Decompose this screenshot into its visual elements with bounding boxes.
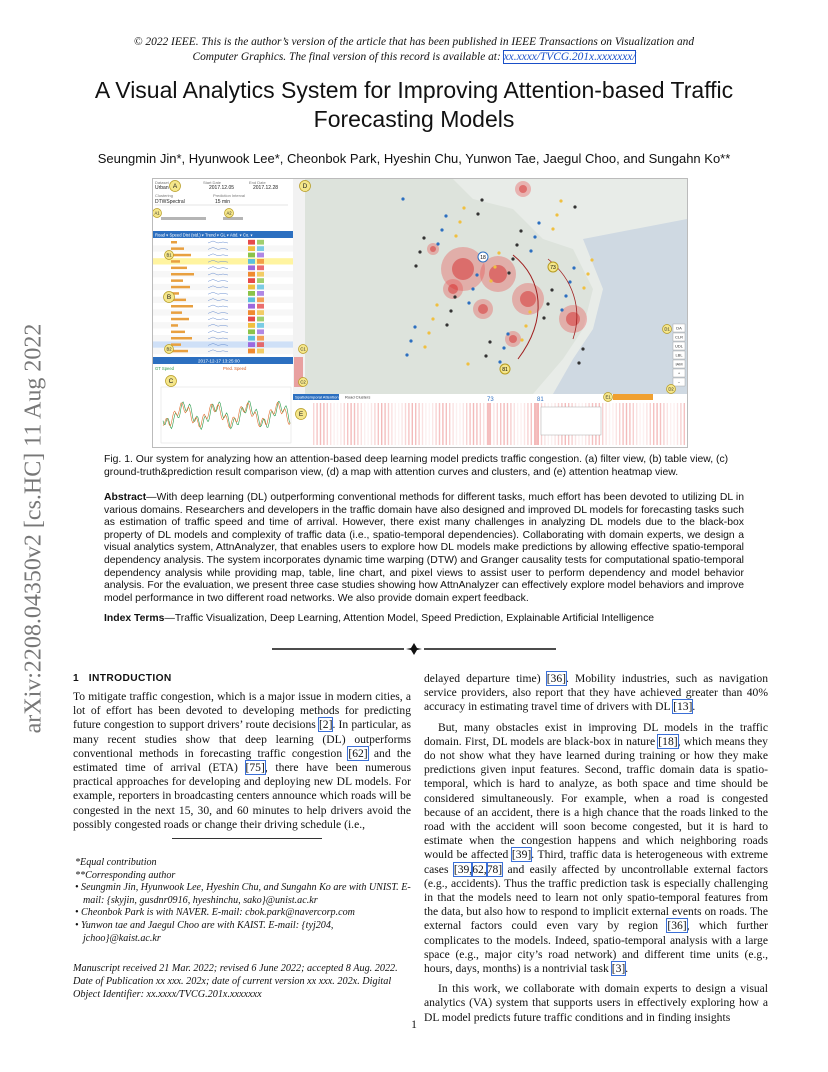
footnote-unist: • Seungmin Jin, Hyunwook Lee, Hyeshin Chu, and Sungahn Ko are with UNIST. E-mail: {skyjin, gusdnr0916, hyeshinchu, sako}@unist.ac.kr <box>75 882 411 906</box>
section-title: INTRODUCTION <box>88 673 172 684</box>
manuscript-info: Manuscript received 21 Mar. 2022; revised 6 June 2022; accepted 8 Aug. 2022. Date of Publication xx xxx. 202x; date of current version xx xxx. 202x. Digital Object Identifier: xx.xxxx/TVCG.201x.xxxxxxx <box>73 963 398 1000</box>
heatmap-tooltip <box>541 407 601 435</box>
footnote-rule <box>172 838 322 839</box>
map-buttons[interactable] <box>673 324 685 386</box>
section-divider <box>272 643 556 655</box>
section-heading <box>73 673 172 684</box>
gt-speed-label: GT Speed <box>155 366 175 371</box>
view-label-a1: A1 <box>154 210 160 216</box>
author-list: Seungmin Jin*, Hyunwook Lee*, Cheonbok Park, Hyeshin Chu, Yunwon Tae, Jaegul Choo, and Sungahn Ko** <box>97 151 731 166</box>
map-button-1: CLR <box>674 334 684 340</box>
view-label-d1: D1 <box>664 326 670 332</box>
abstract-text: —With deep learning (DL) outperforming conventional methods for different tasks, much effort has been devoted to utilizing DL in various domains. Researchers and developers in the traffic domain have also designed and improved DL models for forecasting tasks such as estimation of traffic speed and time of arrival. However, there exist many challenges in analyzing DL models due to the black-box property of DL models and complexity of traffic data (i.e., spatio-temporal dependencies). Collaborating with domain experts, we design a visual analytics system, AttnAnalyzer, that enables users to explore how DL models make predictions by allowing effective spatio-temporal dependency analysis. The system incorporates dynamic time warping (DTW) and Granger causality tests for computational spatio-temporal dependency analysis while providing map, table, line chart, and pixel views to assist user to perform dependency and model behavior analysis. For the evaluation, we present three case studies showing how AttnAnalyzer can effectively explore model behaviors and improve model performance in two different road networks. We also provide domain expert feedback. <box>104 492 744 604</box>
arxiv-stamp <box>14 290 47 770</box>
view-label-a: A <box>172 183 178 191</box>
abstract-label: Abstract <box>104 492 147 503</box>
page-number: 1 <box>411 1018 417 1031</box>
abstract <box>104 492 744 605</box>
citation-2[interactable]: [2] <box>318 718 333 732</box>
intro-paragraph-4: In this work, we collaborate with domain experts to design a visual analytics (VA) system that supports users in effectively exploring how a DL model predicts future traffic conditions and in finding insights <box>424 982 768 1024</box>
doi-link[interactable]: xx.xxxx/TVCG.201x.xxxxxxx/ <box>503 51 636 63</box>
citation-3[interactable]: [3] <box>611 962 626 976</box>
map-node-18-label: 18 <box>480 255 486 261</box>
footnote-kaist: • Yunwon tae and Jaegul Choo are with KAIST. E-mail: {tyj204, jchoo}@kaist.ac.kr <box>75 919 334 944</box>
index-terms-label: Index Terms <box>104 613 165 624</box>
section-number: 1 <box>73 673 80 684</box>
map-node-73-label: 73 <box>550 265 556 271</box>
start-label: Start Date <box>203 180 222 185</box>
citation-39[interactable]: [39] <box>511 848 532 862</box>
map-node-81-label: 81 <box>502 367 508 373</box>
clustering-value: DTWSpectral <box>155 199 185 205</box>
timestamp: 2017-12-17 13:25:00 <box>198 358 240 364</box>
view-label-e1: E1 <box>605 394 611 400</box>
figure-caption: Fig. 1. Our system for analyzing how an attention-based deep learning model predicts traffic congestion. (a) filter view, (b) table view, (c) ground-truth&prediction result comparison view, (d) a map with attention curves and clusters, and (e) attention heatmap view. <box>104 454 729 478</box>
citation-62b[interactable]: 62, <box>472 862 487 876</box>
map-button-0: DA <box>676 325 682 331</box>
right-column <box>424 672 768 1025</box>
intro-paragraph-3: But, many obstacles exist in improving DL models in the traffic domain. First, DL models are black-box in nature [18], which means they do not show what they have learned during training or how they make predictions given input features. Second, traffic domain data is spatio-temporal, which is hard to analyze, as both space and time should be considered simultaneously. For example, when a road is congested because of an accident, there is a high chance that the roads linked to the road with the accident will soon become congested, but it is hard to estimate when the congestion happens and which neighboring roads would be affected [39]. Third, traffic data is heterogeneous with extreme cases [39,62,78] and easily affected by uncontrollable external factors (e.g., accidents). Thus the traffic prediction task is especially challenging in that the models need to learn not only spatio-temporal features from the data, but also how to respond to implicit external events on roads. The external factors could even vary by region [36], which further complicates to the models. Indeed, spatio-temporal analysis with a large space (e.g., major city’s road network) and different time units (e.g., hours, days, months) is a nontrivial task [3]. <box>424 720 768 976</box>
table-header: Road ▾ Speed Dist (std.) ▾ Trend ▾ GL ▾ Attd. ▾ Co. ▾ <box>155 232 253 238</box>
view-label-c2: C2 <box>300 379 306 385</box>
tab-attention: Spatiotemporal Attention <box>295 394 339 400</box>
end-value: 2017.12.28 <box>253 185 279 191</box>
start-value: 2017.12.05 <box>209 185 235 191</box>
clustering-label: Clustering <box>155 193 174 198</box>
citation-78[interactable]: 78] <box>486 862 503 876</box>
divider-star-icon <box>406 643 422 655</box>
dataset-label: Dataset <box>155 180 169 185</box>
heat-node-73: 73 <box>487 397 494 403</box>
citation-75[interactable]: [75] <box>245 761 265 775</box>
view-label-c: C <box>168 378 174 386</box>
view-label-e: E <box>298 411 304 419</box>
footnote-equal: *Equal contribution <box>75 857 157 868</box>
copyright-notice <box>0 35 828 65</box>
left-column <box>73 690 411 832</box>
interval-label: Prediction Interval <box>213 193 246 198</box>
citation-36[interactable]: [36] <box>546 672 567 685</box>
map-button-5: + <box>677 370 681 376</box>
map-button-3: LBL <box>675 352 683 358</box>
pred-speed-label: Pred. Speed <box>223 366 247 371</box>
arxiv-id: arXiv:2208.04350v2 [cs.HC] 11 Aug 2022 <box>20 323 47 734</box>
view-label-b1: B1 <box>166 252 172 258</box>
citation-39b[interactable]: [39, <box>453 862 473 876</box>
heat-node-81: 81 <box>537 397 544 403</box>
teaser-figure <box>152 178 688 448</box>
end-label: End Date <box>249 180 266 185</box>
dataset-value: Urban <box>155 185 169 191</box>
intro-paragraph-1: To mitigate traffic congestion, which is a major issue in modern cities, a lot of effort has been devoted to developing methods for predicting future congestion to support drivers’ route decisions [2]. In particular, as many recent studies show that deep learning (DL) outperforms conventional methods in forecasting traffic congestion [62] and the estimated time of arrival (ETA) [75], there have been numerous practical approaches for developing and deploying new DL models. For example, reporters in broadcasting centers announce which roads will be congested in the next 15, 30, and 60 minutes to help drivers avoid the possibly congested roads or change their driving schedule (i.e., <box>73 690 412 831</box>
index-terms <box>104 613 744 624</box>
notice-line-1: © 2022 IEEE. This is the author’s version of the article that has been published in IEEE Transactions on Visualization and <box>133 36 695 48</box>
map-button-2: UDL <box>674 343 684 349</box>
view-label-c1: C1 <box>300 346 306 352</box>
title-line-2: Forecasting Models <box>313 106 515 132</box>
footnote-naver: • Cheonbok Park is with NAVER. E-mail: cbok.park@navercorp.com <box>75 907 355 919</box>
footnotes <box>73 857 413 945</box>
view-label-d2: D2 <box>668 386 674 392</box>
notice-line-2 <box>0 50 828 65</box>
citation-36b[interactable]: [36] <box>667 919 687 933</box>
paper-title <box>60 76 768 134</box>
interval-value: 15 min <box>215 199 231 205</box>
view-label-d: D <box>302 183 308 191</box>
map-button-4: IAM <box>675 361 683 367</box>
teaser-figure-svg <box>153 179 687 447</box>
citation-18[interactable]: [18] <box>658 734 678 748</box>
title-line-1: A Visual Analytics System for Improving Attention-based Traffic <box>94 77 734 103</box>
view-label-b: B <box>166 294 172 302</box>
notice-prefix: Computer Graphics. The final version of this record is available at: <box>192 51 504 63</box>
footnote-corresponding: **Corresponding author <box>75 869 176 881</box>
intro-paragraph-2: delayed departure time) [36]. Mobility industries, such as navigation service providers, also report that they have achieved greater than 40% accuracy in estimating travel time of drivers with DL [13]. <box>424 672 768 714</box>
view-label-b2: B2 <box>166 346 172 352</box>
view-label-a2: A2 <box>226 210 232 216</box>
citation-13[interactable]: [13] <box>673 700 693 714</box>
citation-62[interactable]: [62] <box>348 746 368 760</box>
index-terms-text: —Traffic Visualization, Deep Learning, Attention Model, Speed Prediction, Explainable Artificial Intelligence <box>164 613 655 624</box>
tab-clusters: Road Clusters <box>345 394 371 400</box>
map-button-6: − <box>677 379 681 385</box>
